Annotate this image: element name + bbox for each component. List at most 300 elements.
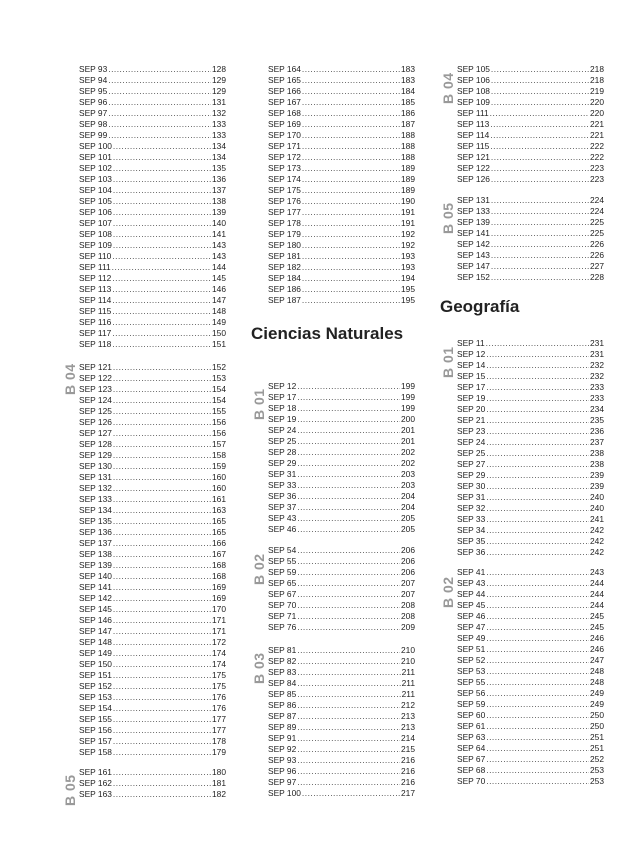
- index-entry: [457, 514, 604, 525]
- index-entry: [457, 492, 604, 503]
- entry-label: SEP 134: [79, 505, 112, 515]
- entry-label: SEP 24: [457, 437, 486, 447]
- page-number: 205: [401, 513, 415, 523]
- index-entry: [457, 86, 604, 97]
- dot-leader: [113, 494, 211, 505]
- dot-leader: [297, 622, 400, 633]
- index-entry: [268, 130, 415, 141]
- page-number: 223: [590, 163, 604, 173]
- page-number: 141: [212, 229, 226, 239]
- page-number: 193: [401, 251, 415, 261]
- entry-label: SEP 163: [79, 789, 112, 799]
- dot-leader: [108, 75, 211, 86]
- entry-label: SEP 137: [79, 538, 112, 548]
- entry-label: SEP 41: [457, 567, 486, 577]
- page-number: 157: [212, 439, 226, 449]
- page-number: 183: [401, 64, 415, 74]
- page-number: 189: [401, 185, 415, 195]
- dot-leader: [486, 732, 589, 743]
- page-number: 246: [590, 644, 604, 654]
- entry-label: SEP 89: [268, 722, 297, 732]
- dot-leader: [302, 141, 400, 152]
- index-entry: [79, 395, 226, 406]
- index-entry: [457, 622, 604, 633]
- page-number: 237: [590, 437, 604, 447]
- index-entry: [457, 547, 604, 558]
- page-number: 190: [401, 196, 415, 206]
- index-entry: [457, 589, 604, 600]
- index-entry: [268, 722, 415, 733]
- page-number: 161: [212, 494, 226, 504]
- page-number: 140: [212, 218, 226, 228]
- entry-label: SEP 149: [79, 648, 112, 658]
- entry-label: SEP 96: [268, 766, 297, 776]
- entry-label: SEP 51: [457, 644, 486, 654]
- index-entry: [268, 152, 415, 163]
- entry-label: SEP 84: [268, 678, 297, 688]
- dot-leader: [491, 86, 589, 97]
- index-entry: [268, 64, 415, 75]
- page-number: 248: [590, 677, 604, 687]
- page-number: 200: [401, 414, 415, 424]
- page-number: 206: [401, 556, 415, 566]
- entry-label: SEP 55: [268, 556, 297, 566]
- page-number: 232: [590, 360, 604, 370]
- page-number: 175: [212, 670, 226, 680]
- page-number: 243: [590, 567, 604, 577]
- index-entry: [457, 338, 604, 349]
- entry-label: SEP 36: [457, 547, 486, 557]
- dot-leader: [486, 622, 589, 633]
- page-number: 233: [590, 393, 604, 403]
- page-number: 188: [401, 152, 415, 162]
- entry-label: SEP 47: [457, 622, 486, 632]
- page-number: 156: [212, 417, 226, 427]
- page-number: 133: [212, 130, 226, 140]
- page-number: 222: [590, 152, 604, 162]
- dot-leader: [302, 75, 400, 86]
- dot-leader: [490, 119, 589, 130]
- page-number: 194: [401, 273, 415, 283]
- page-number: 225: [590, 217, 604, 227]
- entry-label: SEP 43: [457, 578, 486, 588]
- page-number: 129: [212, 75, 226, 85]
- dot-leader: [113, 736, 211, 747]
- index-entry: [268, 656, 415, 667]
- page-number: 181: [212, 778, 226, 788]
- index-entry: [457, 633, 604, 644]
- index-column: [79, 0, 226, 841]
- page-number: 232: [590, 371, 604, 381]
- entry-label: SEP 135: [79, 516, 112, 526]
- index-entry: [457, 743, 604, 754]
- index-entry: [79, 450, 226, 461]
- index-entry: [457, 272, 604, 283]
- dot-leader: [486, 393, 589, 404]
- dot-leader: [113, 483, 211, 494]
- dot-leader: [491, 272, 589, 283]
- dot-leader: [491, 174, 589, 185]
- page-number: 252: [590, 754, 604, 764]
- entry-label: SEP 100: [79, 141, 112, 151]
- entry-label: SEP 17: [268, 392, 297, 402]
- page-number: 206: [401, 545, 415, 555]
- index-entry: [457, 382, 604, 393]
- dot-leader: [486, 589, 589, 600]
- page-number: 206: [401, 567, 415, 577]
- dot-leader: [112, 284, 211, 295]
- dot-leader: [486, 525, 589, 536]
- entry-label: SEP 100: [268, 788, 301, 798]
- entry-label: SEP 141: [457, 228, 490, 238]
- page-number: 217: [401, 788, 415, 798]
- entry-label: SEP 67: [268, 589, 297, 599]
- entry-label: SEP 123: [79, 384, 112, 394]
- index-entry: [268, 755, 415, 766]
- index-entry: [79, 692, 226, 703]
- page-number: 188: [401, 130, 415, 140]
- entry-label: SEP 139: [79, 560, 112, 570]
- page-number: 212: [401, 700, 415, 710]
- entry-label: SEP 115: [457, 141, 490, 151]
- page-number: 170: [212, 604, 226, 614]
- index-entry: [457, 261, 604, 272]
- dot-leader: [486, 547, 589, 558]
- entry-label: SEP 97: [79, 108, 108, 118]
- page-number: 138: [212, 196, 226, 206]
- entry-label: SEP 181: [268, 251, 301, 261]
- index-entry: [79, 262, 226, 273]
- dot-leader: [486, 699, 589, 710]
- page-number: 211: [401, 678, 415, 688]
- dot-leader: [113, 582, 211, 593]
- entry-label: SEP 43: [268, 513, 297, 523]
- page-number: 202: [401, 447, 415, 457]
- index-entry: [457, 97, 604, 108]
- index-entry: [79, 152, 226, 163]
- page-number: 250: [590, 710, 604, 720]
- page-number: 204: [401, 491, 415, 501]
- dot-leader: [486, 470, 589, 481]
- entry-label: SEP 112: [79, 273, 112, 283]
- dot-leader: [486, 710, 589, 721]
- dot-leader: [113, 789, 211, 800]
- page-number: 165: [212, 527, 226, 537]
- page-number: 145: [212, 273, 226, 283]
- page-number: 160: [212, 472, 226, 482]
- entry-label: SEP 18: [268, 403, 297, 413]
- page-number: 131: [212, 97, 226, 107]
- entry-label: SEP 173: [268, 163, 301, 173]
- index-entry: [457, 119, 604, 130]
- dot-leader: [297, 545, 400, 556]
- dot-leader: [113, 185, 211, 196]
- index-entry: [268, 392, 415, 403]
- page-number: 219: [590, 86, 604, 96]
- index-entry: [457, 776, 604, 787]
- index-entry: [457, 239, 604, 250]
- index-entry: [268, 218, 415, 229]
- entry-label: SEP 19: [457, 393, 486, 403]
- dot-leader: [113, 406, 211, 417]
- dot-leader: [113, 670, 211, 681]
- entry-label: SEP 169: [268, 119, 301, 129]
- page-number: 154: [212, 395, 226, 405]
- dot-leader: [297, 458, 400, 469]
- index-entry: [79, 582, 226, 593]
- page-number: 213: [401, 722, 415, 732]
- page-number: 153: [212, 373, 226, 383]
- entry-label: SEP 178: [268, 218, 301, 228]
- index-entry: [79, 505, 226, 516]
- page-number: 249: [590, 688, 604, 698]
- page-number: 244: [590, 589, 604, 599]
- page-number: 171: [212, 615, 226, 625]
- index-entry: [79, 86, 226, 97]
- dot-leader: [113, 395, 211, 406]
- index-entry: [268, 458, 415, 469]
- entry-label: SEP 106: [79, 207, 112, 217]
- entry-label: SEP 54: [268, 545, 297, 555]
- dot-leader: [491, 64, 589, 75]
- page-number: 210: [401, 656, 415, 666]
- dot-leader: [297, 469, 400, 480]
- index-entry: [79, 306, 226, 317]
- page-number: 207: [401, 578, 415, 588]
- index-entry: [79, 428, 226, 439]
- index-entry: [268, 744, 415, 755]
- page-number: 175: [212, 681, 226, 691]
- index-entry: [268, 556, 415, 567]
- page-number: 154: [212, 384, 226, 394]
- dot-leader: [297, 502, 400, 513]
- entry-label: SEP 99: [79, 130, 108, 140]
- entry-label: SEP 52: [457, 655, 486, 665]
- block-label: B 02: [440, 576, 456, 608]
- page-number: 171: [212, 626, 226, 636]
- page-number: 177: [212, 714, 226, 724]
- page-number: 248: [590, 666, 604, 676]
- page-number: 216: [401, 766, 415, 776]
- page-number: 201: [401, 425, 415, 435]
- dot-leader: [113, 373, 211, 384]
- entry-label: SEP 127: [79, 428, 112, 438]
- entry-label: SEP 45: [457, 600, 486, 610]
- page-number: 231: [590, 338, 604, 348]
- block-label: B 05: [62, 774, 78, 806]
- dot-leader: [486, 371, 589, 382]
- index-entry: [268, 622, 415, 633]
- entry-label: SEP 186: [268, 284, 301, 294]
- dot-leader: [302, 196, 400, 207]
- dot-leader: [112, 339, 211, 350]
- index-entry: [268, 545, 415, 556]
- dot-leader: [113, 604, 211, 615]
- page-number: 137: [212, 185, 226, 195]
- index-entry: [268, 777, 415, 788]
- index-entry: [457, 481, 604, 492]
- page-number: 160: [212, 483, 226, 493]
- page-number: 169: [212, 582, 226, 592]
- dot-leader: [112, 273, 211, 284]
- dot-leader: [491, 250, 589, 261]
- entry-label: SEP 46: [457, 611, 486, 621]
- dot-leader: [113, 725, 211, 736]
- page-number: 218: [590, 75, 604, 85]
- entry-label: SEP 44: [457, 589, 486, 599]
- dot-leader: [113, 538, 211, 549]
- index-entry: [268, 141, 415, 152]
- dot-leader: [486, 503, 589, 514]
- dot-leader: [297, 578, 400, 589]
- index-entry: [79, 439, 226, 450]
- page-number: 187: [401, 119, 415, 129]
- index-entry: [79, 328, 226, 339]
- index-entry: [268, 700, 415, 711]
- index-entry: [79, 406, 226, 417]
- page-number: 168: [212, 560, 226, 570]
- entry-label: SEP 96: [79, 97, 108, 107]
- page-number: 191: [401, 207, 415, 217]
- dot-leader: [297, 700, 400, 711]
- dot-leader: [491, 261, 589, 272]
- dot-leader: [302, 174, 400, 185]
- entry-label: SEP 162: [79, 778, 112, 788]
- page-number: 179: [212, 747, 226, 757]
- entry-label: SEP 25: [268, 436, 297, 446]
- page-number: 182: [212, 789, 226, 799]
- index-entry: [268, 678, 415, 689]
- index-entry: [268, 414, 415, 425]
- entry-label: SEP 164: [268, 64, 301, 74]
- dot-leader: [302, 273, 400, 284]
- page-number: 195: [401, 295, 415, 305]
- page-number: 211: [401, 667, 415, 677]
- dot-leader: [113, 174, 211, 185]
- entry-label: SEP 31: [268, 469, 297, 479]
- entry-label: SEP 150: [79, 659, 112, 669]
- entry-label: SEP 109: [457, 97, 490, 107]
- dot-leader: [113, 767, 211, 778]
- index-entry: [79, 240, 226, 251]
- entry-label: SEP 129: [79, 450, 112, 460]
- page-number: 176: [212, 703, 226, 713]
- entry-label: SEP 20: [457, 404, 486, 414]
- page-number: 143: [212, 251, 226, 261]
- index-entry: [268, 240, 415, 251]
- dot-leader: [113, 615, 211, 626]
- block-label: B 03: [251, 652, 267, 684]
- page-number: 240: [590, 492, 604, 502]
- index-entry: [79, 384, 226, 395]
- entry-label: SEP 33: [457, 514, 486, 524]
- index-entry: [268, 174, 415, 185]
- page-number: 199: [401, 403, 415, 413]
- dot-leader: [486, 481, 589, 492]
- dot-leader: [113, 152, 211, 163]
- page-number: 155: [212, 406, 226, 416]
- entry-label: SEP 93: [79, 64, 108, 74]
- index-entry: [79, 725, 226, 736]
- page-number: 151: [212, 339, 226, 349]
- index-entry: [457, 426, 604, 437]
- entry-label: SEP 147: [79, 626, 112, 636]
- page-number: 177: [212, 725, 226, 735]
- entry-label: SEP 108: [457, 86, 490, 96]
- page-number: 191: [401, 218, 415, 228]
- entry-label: SEP 131: [457, 195, 490, 205]
- entry-label: SEP 168: [268, 108, 301, 118]
- dot-leader: [112, 295, 211, 306]
- index-entry: [79, 373, 226, 384]
- entry-label: SEP 142: [457, 239, 490, 249]
- index-entry: [79, 472, 226, 483]
- dot-leader: [108, 97, 211, 108]
- dot-leader: [113, 417, 211, 428]
- index-entry: [79, 317, 226, 328]
- dot-leader: [486, 415, 589, 426]
- page-number: 214: [401, 733, 415, 743]
- page-number: 193: [401, 262, 415, 272]
- entry-label: SEP 65: [268, 578, 297, 588]
- dot-leader: [112, 251, 211, 262]
- dot-leader: [297, 600, 400, 611]
- index-entry: [268, 513, 415, 524]
- dot-leader: [302, 64, 400, 75]
- dot-leader: [108, 130, 211, 141]
- dot-leader: [302, 108, 400, 119]
- entry-label: SEP 98: [79, 119, 108, 129]
- entry-label: SEP 171: [268, 141, 301, 151]
- page-number: 227: [590, 261, 604, 271]
- entry-label: SEP 133: [457, 206, 490, 216]
- dot-leader: [297, 589, 400, 600]
- dot-leader: [486, 688, 589, 699]
- page-number: 204: [401, 502, 415, 512]
- index-entry: [79, 767, 226, 778]
- index-entry: [268, 578, 415, 589]
- page-number: 149: [212, 317, 226, 327]
- dot-leader: [302, 218, 400, 229]
- page-number: 235: [590, 415, 604, 425]
- page-number: 185: [401, 97, 415, 107]
- index-entry: [268, 600, 415, 611]
- entry-label: SEP 108: [79, 229, 112, 239]
- dot-leader: [302, 152, 400, 163]
- dot-leader: [486, 492, 589, 503]
- dot-leader: [113, 196, 211, 207]
- entry-label: SEP 132: [79, 483, 112, 493]
- entry-label: SEP 147: [457, 261, 490, 271]
- index-entry: [457, 206, 604, 217]
- entry-label: SEP 116: [79, 317, 112, 327]
- page-number: 249: [590, 699, 604, 709]
- index-entry: [457, 393, 604, 404]
- index-entry: [457, 677, 604, 688]
- page-number: 244: [590, 600, 604, 610]
- page-number: 236: [590, 426, 604, 436]
- index-entry: [268, 425, 415, 436]
- page-number: 199: [401, 381, 415, 391]
- index-entry: [79, 295, 226, 306]
- index-entry: [457, 459, 604, 470]
- index-entry: [79, 637, 226, 648]
- entry-label: SEP 106: [457, 75, 490, 85]
- dot-leader: [302, 130, 400, 141]
- index-entry: [79, 615, 226, 626]
- index-entry: [79, 494, 226, 505]
- page-number: 224: [590, 195, 604, 205]
